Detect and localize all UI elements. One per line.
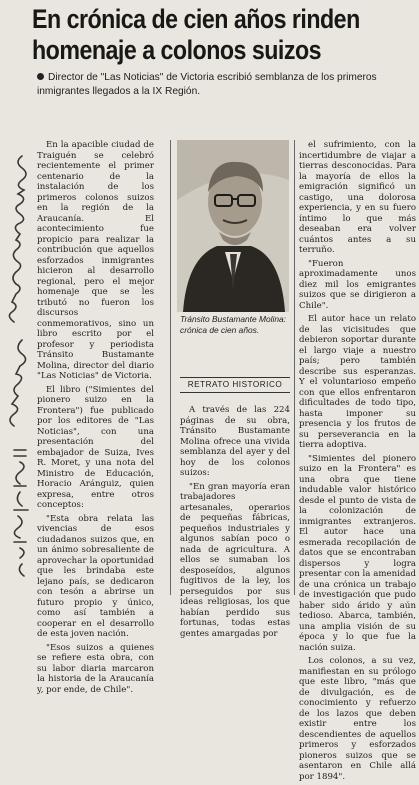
column1-paragraph: El libro ("Simientes del pionero suizo en la Frontera") fue publicado por los editores de "Las Noticias", con una presentación del embajador de Suiza, Ives R. Moret, y una nota del Ministro de Educación, Horacio Aránguiz, quien expresa, entre otros conceptos: bbox=[37, 384, 154, 510]
handwritten-archive-note bbox=[0, 150, 34, 590]
headline: En crónica de cien años rinden homenaje a colonos suizos bbox=[32, 4, 360, 65]
bullet-icon bbox=[37, 73, 44, 80]
photo-caption: Tránsito Bustamante Molina: crónica de cien años. bbox=[180, 314, 286, 335]
column3-paragraph: "Simientes del pionero suizo en la Frontera" es una obra que tiene indudable valor histórico desde el punto de vista de la colonización de inmigrantes extranjeros. El autor hace una esmerada recopilación de datos que se encontraban dispersos y logra presentar con la amenidad de una crónica un trabajo de investigación que pudo haber sido árido y aún tedioso. Abarca, también, una amplia visión de su época y lo que fue la nación suiza. bbox=[299, 453, 416, 653]
column-divider bbox=[294, 140, 295, 595]
portrait-image bbox=[177, 140, 289, 312]
handwritten-signature bbox=[0, 150, 34, 590]
section-label: RETRATO HISTORICO bbox=[180, 377, 290, 393]
article-column-1 bbox=[37, 140, 154, 698]
lead-paragraph bbox=[37, 71, 415, 99]
article-column-2 bbox=[180, 405, 290, 642]
column3-paragraph: El autor hace un relato de las vicisitudes que debieron soportar durante el largo viaje a nuestro país; pero también describe sus esperanzas. Y el voluntarioso empeño con que ellos enfrentaron dificultades de todo tipo, hasta imponer su presencia y los frutos de su perseverancia en la tierra adoptiva. bbox=[299, 314, 416, 450]
column2-paragraph: "En gran mayoría eran trabajadores artesanales, operarios de pequeñas fábricas, pequeños industriales y algunos sabían poco o nada de agricultura. A ellos se sumaban los desposeídos, algunos fugitivos de la ley, los perseguidos por sus ideas religiosas, los que habían perdido sus fortunas, todas estas gentes amargadas por bbox=[180, 481, 290, 639]
column1-paragraph: "Esos suizos a quienes se refiere esta obra, con su labor diaria marcaron la historia de la Araucanía y, por ende, de Chile". bbox=[37, 642, 154, 695]
column3-paragraph: Los colonos, a su vez, manifiestan en su prólogo que este libro, "más que de divulgación, es de conocimiento y refuerzo de los lazos que deben existir entre los descendientes de aquellos primeros y esforzados pioneros suizos que se asentaron en Chile allá por 1894". bbox=[299, 656, 416, 782]
column3-paragraph: el sufrimiento, con la incertidumbre de viajar a tierras desconocidas. Para la mayoría de ellos la emigración significó un castigo, una dolorosa experiencia, y en su fuero íntimo lo que más deseaban era volver cuántos antes a su terruño. bbox=[299, 140, 416, 255]
article-column-3 bbox=[299, 140, 416, 785]
author-photo bbox=[177, 140, 289, 312]
column1-paragraph: "Esta obra relata las vivencias de esos ciudadanos suizos que, en un ánimo sobresaliente de aprovechar la oportunidad que les brindaba este lejano país, se dedicaron con tesón a abrirse un futuro propio y único, como así también a cooperar en el desarrollo de esta joven nación. bbox=[37, 513, 154, 639]
column3-paragraph: "Fueron aproximadamente unos diez mil los emigrantes suizos que se dirigieron a Chile". bbox=[299, 258, 416, 311]
column2-paragraph: A través de las 224 páginas de su obra, Tránsito Bustamante Molina ofrece una vivida semblanza del ayer y del hoy de los colonos suizos: bbox=[180, 405, 290, 478]
lead-text: Director de "Las Noticias" de Victoria escribió semblanza de los primeros inmigrantes llegados a la IX Región. bbox=[37, 72, 377, 97]
column-divider bbox=[170, 140, 171, 595]
column1-paragraph: En la apacible ciudad de Traiguén se celebró recientemente el primer centenario de la instalación de los primeros colonos suizos en la región de la Araucanía. El acontecimiento fue propicio para realizar la contribución que aquellos esforzados inmigrantes hicieron al desarrollo regional, pero el mejor homenaje que se les tributó no fueron los discursos conmemorativos, sino un libro escrito por el profesor y periodista Tránsito Bustamante Molina, director del diario "Las Noticias" de Victoria. bbox=[37, 140, 154, 381]
